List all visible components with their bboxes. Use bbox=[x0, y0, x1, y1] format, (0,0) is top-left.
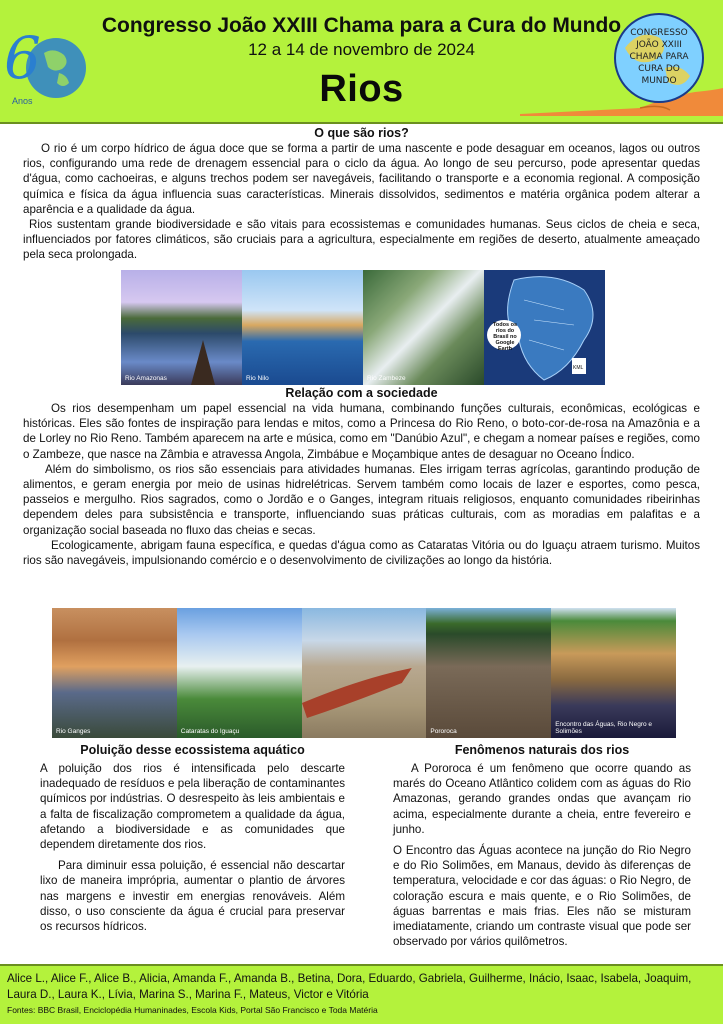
paragraph: Rios sustentam grande biodiversidade e são vitais para ecossistemas e comunidades humanas. Seus ciclos de cheia e seca, influenciados por fatores climáticos, são cruciais para a agricultura, especialmente em regiões de deserto, atualmente ameaçado pela seca prolongada. bbox=[23, 218, 700, 262]
section-pollution bbox=[40, 743, 345, 934]
kml-badge: KML bbox=[573, 365, 584, 371]
page-title: Rios bbox=[319, 68, 404, 110]
photo-dry-riverbed bbox=[302, 608, 427, 738]
photo-caption: Rio Amazonas bbox=[125, 375, 167, 382]
paragraph: O Encontro das Águas acontece na junção do Rio Negro e do Rio Solimões, em Manaus, devido às diferenças de temperatura, velocidade e cor das águas: o Rio Negro, de coloração escura e mais quente, e o Rio Solimões, de águas barrentas e mais frias. Eles não se misturam imediatamente, criando um contraste visual que pode ser observado por vários quilômetros. bbox=[393, 844, 691, 949]
paragraph: A poluição dos rios é intensificada pelo descarte inadequado de resíduos e pela liberação de contaminantes químicos por indústrias. O desrespeito às leis ambientais e a falta de fiscalização comprometem a qualidade da água, afetando a biodiversidade e as comunidades que dependem diretamente dos rios. bbox=[40, 762, 345, 852]
paragraph: Os rios desempenham um papel essencial na vida humana, combinando funções culturais, econômicas, ecológicas e históricas. Eles são fontes de inspiração para lendas e mitos, como a Princesa do Rio Reno, o boto-cor-de-rosa na Amazônia e a de Lorley no Rio Reno. Também aparecem na arte e música, como em "Danúbio Azul", e chegam a nomear países e regiões, como o Zambeze, que nasce na Zâmbia e atravessa Angola, Zimbábue e Moçambique antes de desaguar no Oceano Índico. bbox=[23, 402, 700, 461]
photo-pororoca bbox=[426, 608, 551, 738]
svg-text:CHAMA PARA: CHAMA PARA bbox=[629, 52, 689, 62]
world-globe-logo-icon bbox=[600, 8, 718, 120]
photo-caption: Cataratas do Iguaçu bbox=[180, 728, 240, 735]
footer-banner bbox=[0, 964, 723, 1024]
photo-zambezi-river bbox=[363, 270, 484, 385]
paragraph: Ecologicamente, abrigam fauna específica, e quedas d'água como as Cataratas Vitória ou do Iguaçu atraem turismo. Muitos rios são navegáveis, impulsionando comércio e o desenvolvimento de civilizações ao longo da história. bbox=[23, 538, 700, 568]
authors-list: Alice L., Alice F., Alice B., Alicia, Amanda F., Amanda B., Betina, Dora, Eduardo, Gabriela, Guilherme, Inácio, Isaac, Isabela, Joaquim, Laura D., Laura K., Lívia, Marina S., Marina F., Mateus, Victor e Vitória bbox=[7, 972, 692, 1001]
congress-title: Congresso João XXIII Chama para a Cura do Mundo bbox=[101, 14, 622, 37]
photo-strip-rivers bbox=[121, 270, 605, 385]
svg-text:Anos: Anos bbox=[12, 96, 33, 106]
svg-text:MUNDO: MUNDO bbox=[641, 76, 677, 86]
paragraph: A Pororoca é um fenômeno que ocorre quando as marés do Oceano Atlântico colidem com as águas do Rio Amazonas, gerando grandes ondas que avançam rio acima, especialmente durante a cheia, entre fevereiro e junho. bbox=[393, 762, 691, 836]
section-what-are-rivers bbox=[23, 124, 700, 263]
section-title-pollution: Poluição desse ecossistema aquático bbox=[80, 743, 305, 757]
section-title-natural-phenomena: Fenômenos naturais dos rios bbox=[454, 743, 630, 757]
photo-caption: Rio Ganges bbox=[56, 728, 91, 735]
paragraph: O rio é um corpo hídrico de água doce que se forma a partir de uma nascente e pode desaguar em oceanos, lagos ou outros rios, configurando uma rede de drenagem essencial para o ciclo da água. Ao longo de seu percurso, pode apresentar quedas d'água, como cachoeiras, e alguns trechos podem ser navegáveis, facilitando o transporte e a economia regional. A composição química e física da água influencia suas características. Minerais dissolvidos, sedimentos e matéria orgânica podem alterar a aparência e a qualidade da água. bbox=[23, 142, 700, 216]
section-society bbox=[23, 386, 700, 568]
section-title-what-are-rivers: O que são rios? bbox=[314, 126, 409, 140]
photo-nile-river bbox=[242, 270, 363, 385]
photo-brazil-rivers-map bbox=[484, 270, 605, 385]
svg-text:CONGRESSO: CONGRESSO bbox=[630, 28, 688, 38]
photo-caption: Rio Zambeze bbox=[367, 375, 406, 382]
map-bubble-text: Todos os rios do Brasil no Google Earth bbox=[492, 322, 518, 352]
paragraph: Além do simbolismo, os rios são essenciais para atividades humanas. Eles irrigam terras agrícolas, garantindo produção de alimentos, e geram energia por meio de usinas hidrelétricas. Servem também como locais de lazer e esportes, como pesca, passeios e mergulho. Rios sagrados, como o Jordão e o Ganges, integram rituais religiosos, enquanto comunidades ribeirinhas dependem deles para subsistência e transporte, influenciando suas práticas culturais, com as moradias em palafitas e a organização social baseada no fluxo das cheias e secas. bbox=[23, 462, 700, 537]
photo-amazon-river bbox=[121, 270, 242, 385]
svg-text:CURA DO: CURA DO bbox=[638, 64, 680, 74]
section-natural-phenomena bbox=[393, 743, 691, 949]
congress-dates: 12 a 14 de novembro de 2024 bbox=[248, 40, 475, 59]
canoe-icon bbox=[121, 270, 242, 385]
photo-caption: Rio Nilo bbox=[246, 375, 269, 382]
section-title-society: Relação com a sociedade bbox=[285, 386, 438, 400]
photo-ganges bbox=[52, 608, 177, 738]
photo-caption: Pororoca bbox=[430, 728, 457, 735]
paragraph: Para diminuir essa poluição, é essencial não descartar lixo de maneira imprópria, aumentar o plantio de árvores nas margens e investir em energias renováveis. Além disso, o uso consciente da água é crucial para preservar os recursos hídricos. bbox=[40, 859, 345, 934]
boat-icon bbox=[302, 608, 427, 738]
svg-text:6: 6 bbox=[4, 24, 41, 92]
photo-meeting-of-waters bbox=[551, 608, 676, 738]
header-banner bbox=[0, 0, 723, 124]
svg-text:JOÃO XXIII: JOÃO XXIII bbox=[636, 40, 682, 50]
sources-list: Fontes: BBC Brasil, Enciclopédia Humaninades, Escola Kids, Portal São Francisco e Toda Matéria bbox=[7, 1005, 378, 1015]
photo-strip-society bbox=[52, 608, 676, 738]
photo-iguacu-falls bbox=[177, 608, 302, 738]
photo-caption: Encontro das Águas, Rio Negro e Solimões bbox=[555, 721, 653, 735]
